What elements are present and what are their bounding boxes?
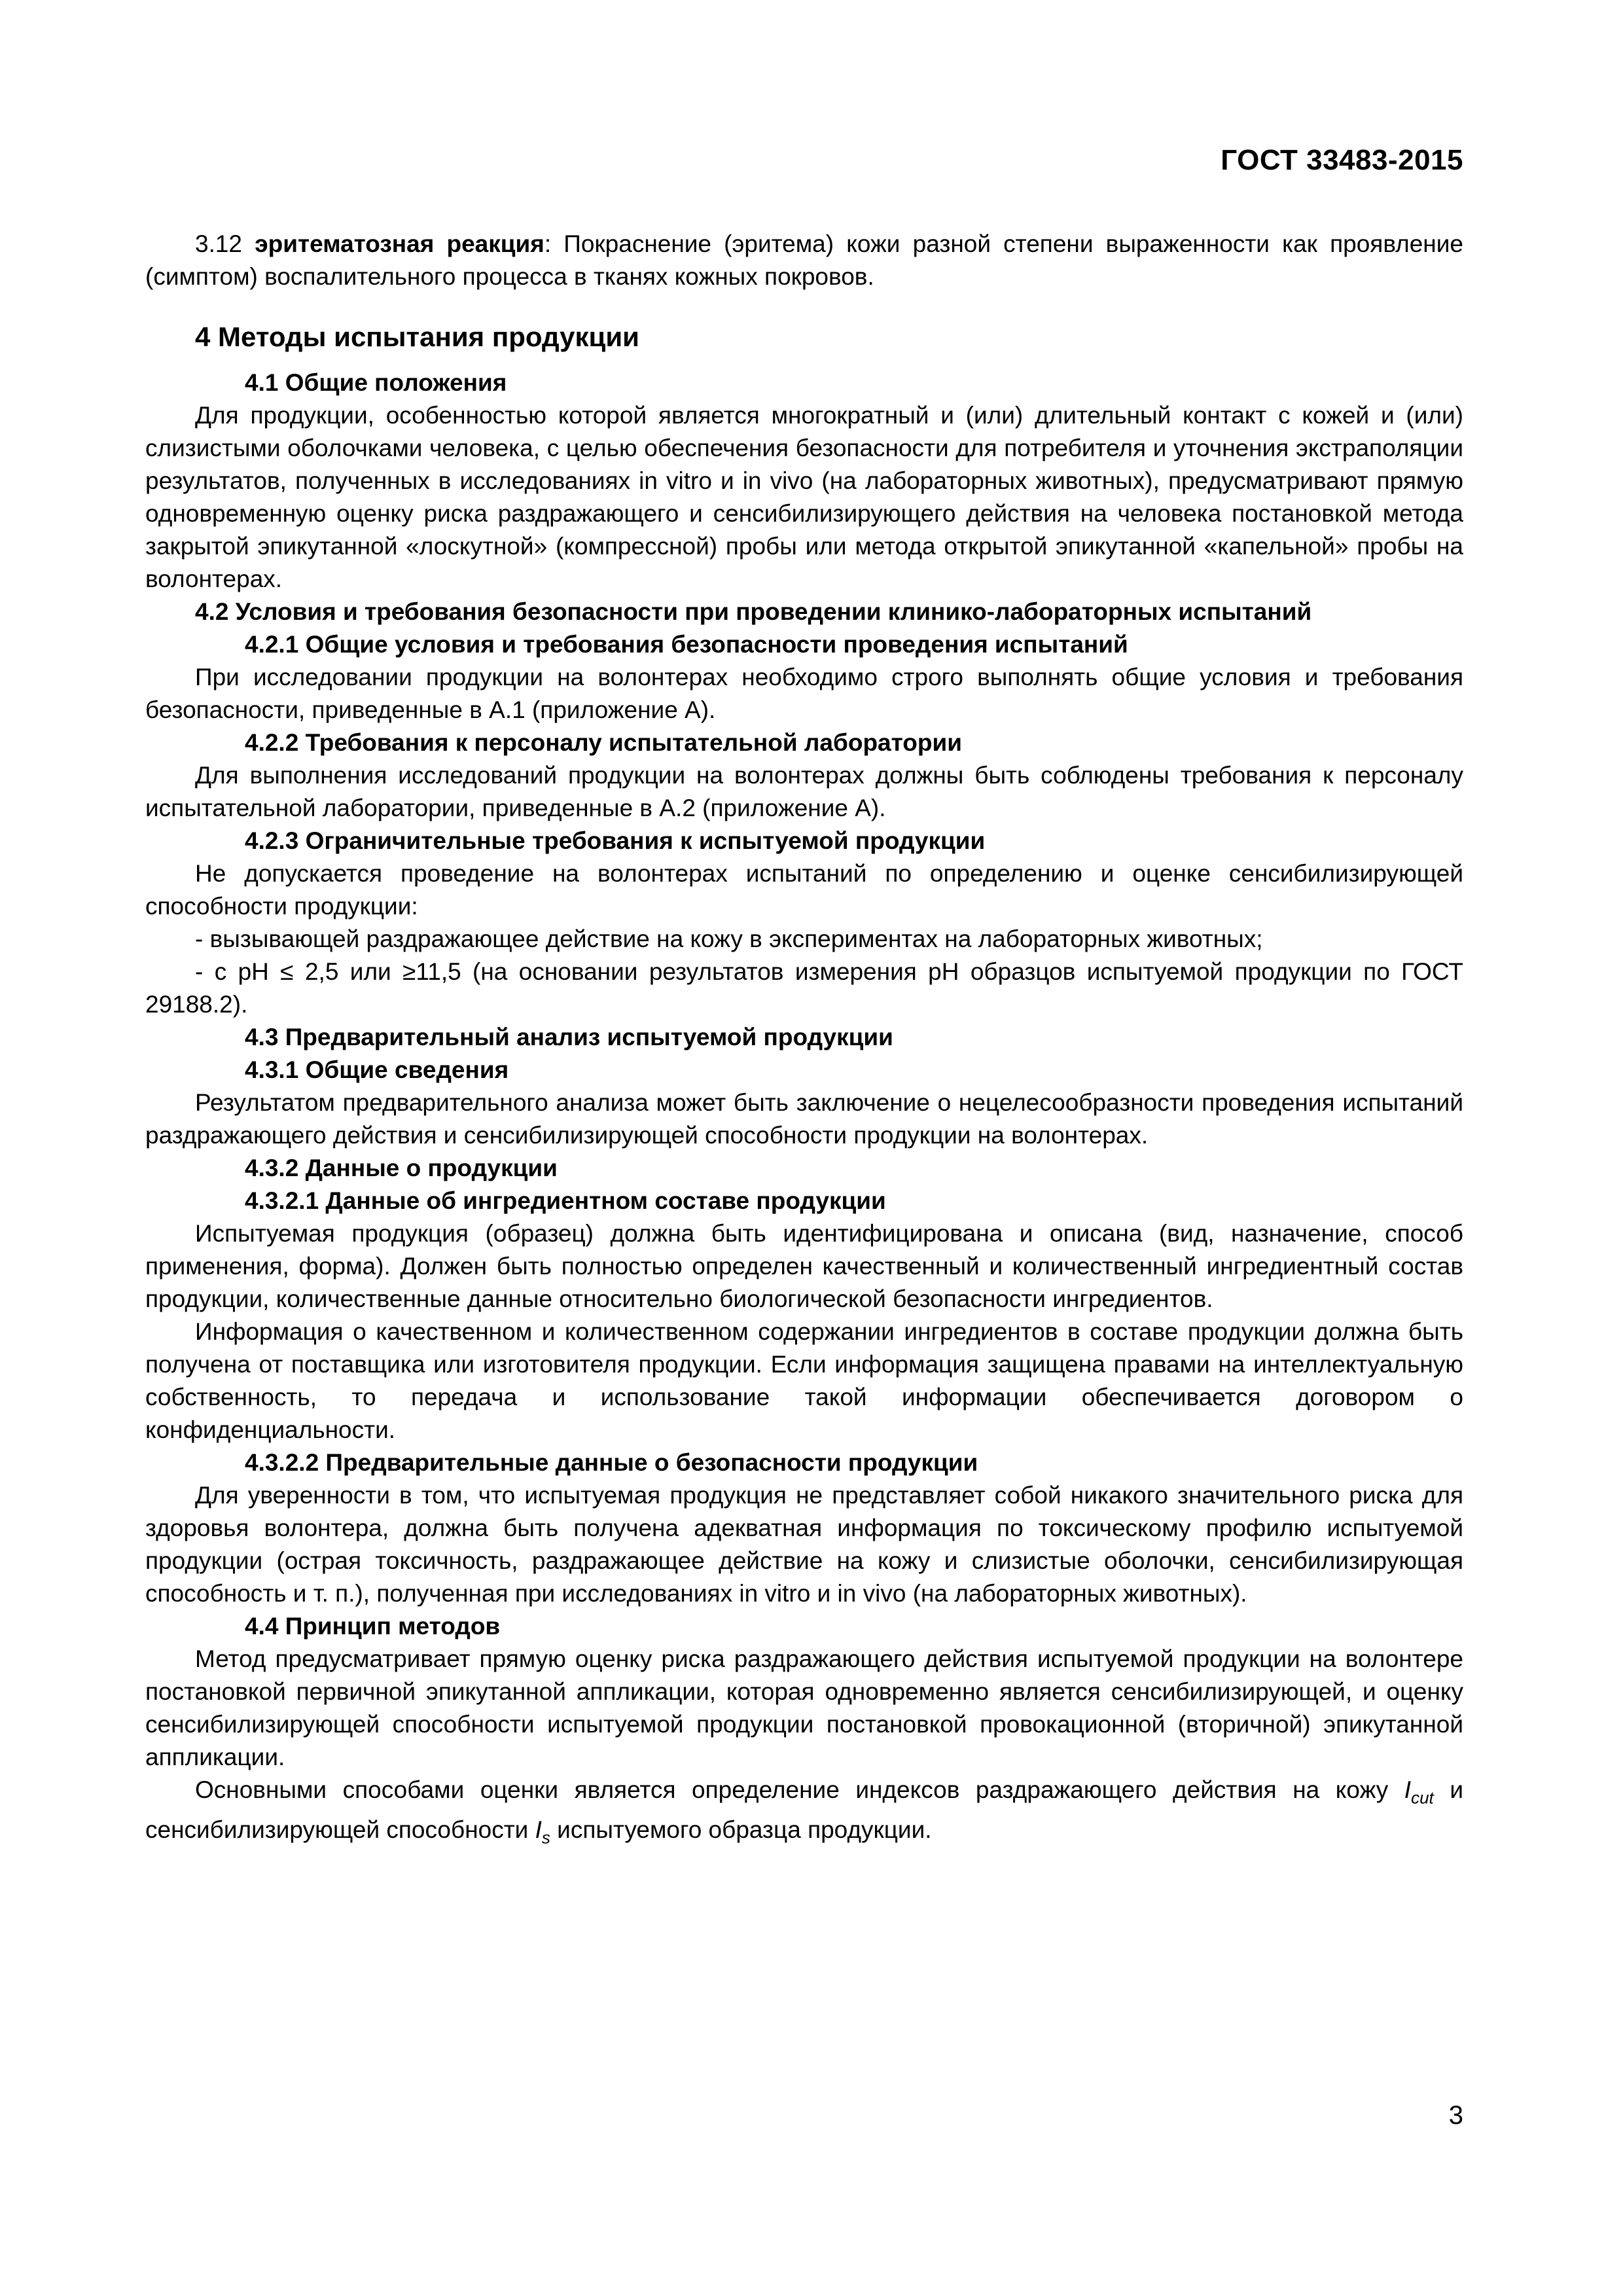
section-4-3-heading: 4.3 Предварительный анализ испытуемой продукции bbox=[245, 1024, 893, 1050]
index-cut-subscript: cut bbox=[1411, 1787, 1434, 1808]
section-4-2-2-heading: 4.2.2 Требования к персоналу испытательной лаборатории bbox=[245, 729, 962, 756]
definition-term: эритематозная реакция bbox=[255, 230, 544, 257]
section-4-3-2-2-heading: 4.3.2.2 Предварительные данные о безопасности продукции bbox=[245, 1449, 978, 1476]
section-4-3-2-1-heading: 4.3.2.1 Данные об ингредиентном составе продукции bbox=[245, 1187, 886, 1214]
section-4-4-paragraph-2 bbox=[145, 1774, 1463, 1854]
section-4-2-3-paragraph: Не допускается проведение на волонтерах испытаний по определению и оценке сенсибилизирующей способности продукции: bbox=[145, 860, 1463, 920]
indices-text-a: Основными способами оценки является определение индексов раздражающего действия на кожу bbox=[195, 1776, 1404, 1803]
section-4-3-1-paragraph: Результатом предварительного анализа может быть заключение о нецелесообразности проведения испытаний раздражающего действия и сенсибилизирующей способности продукции на волонтерах. bbox=[145, 1089, 1463, 1149]
indices-text-c: испытуемого образца продукции. bbox=[550, 1816, 932, 1844]
section-4-4-paragraph-1: Метод предусматривает прямую оценку риска раздражающего действия испытуемой продукции на волонтере постановкой первичной эпикутанной аппликации, которая одновременно является сенсибилизирующей, и оценку сенсибилизирующей способности испытуемой продукции постановкой провокационной (вторичной) эпикутанной аппликации. bbox=[145, 1645, 1463, 1770]
section-4-3-2-1-paragraph-1: Испытуемая продукция (образец) должна быть идентифицирована и описана (вид, назначение, способ применения, форма). Должен быть полностью определен качественный и количественный ингредиентный состав продукции, количественные данные относительно биологической безопасности ингредиентов. bbox=[145, 1220, 1463, 1312]
indices-text-b: и сенсибилизирующей способности bbox=[145, 1776, 1463, 1844]
section-4-heading: 4 Методы испытания продукции bbox=[195, 321, 639, 352]
definition-text: : Покраснение (эритема) кожи разной степени выраженности как проявление (симптом) воспалительного процесса в тканях кожных покровов. bbox=[145, 230, 1463, 290]
section-4-2-2-paragraph: Для выполнения исследований продукции на волонтерах должны быть соблюдены требования к персоналу испытательной лаборатории, приведенные в А.2 (приложение А). bbox=[145, 762, 1463, 821]
section-4-1-heading: 4.1 Общие положения bbox=[245, 369, 507, 396]
index-cut-symbol: I bbox=[1404, 1776, 1412, 1803]
list-item-irritant: - вызывающей раздражающее действие на кожу в экспериментах на лабораторных животных; bbox=[195, 925, 1263, 952]
index-s-symbol: I bbox=[535, 1816, 542, 1844]
section-4-2-1-paragraph: При исследовании продукции на волонтерах необходимо строго выполнять общие условия и требования безопасности, приведенные в А.1 (приложение А). bbox=[145, 664, 1463, 723]
section-4-2-3-heading: 4.2.3 Ограничительные требования к испытуемой продукции bbox=[245, 827, 986, 854]
section-4-3-2-heading: 4.3.2 Данные о продукции bbox=[245, 1155, 558, 1181]
definition-number: 3.12 bbox=[195, 230, 255, 257]
section-4-3-2-2-paragraph: Для уверенности в том, что испытуемая продукция не представляет собой никакого значительного риска для здоровья волонтера, должна быть получена адекватная информация по токсическому профилю испытуемой продукции (острая токсичность, раздражающее действие на кожу и слизистые оболочки, сенсибилизирующая способность и т. п.), полученная при исследованиях in vitro и in vivo (на лабораторных животных). bbox=[145, 1482, 1463, 1607]
list-item-ph: - с pH ≤ 2,5 или ≥11,5 (на основании результатов измерения pH образцов испытуемой продукции по ГОСТ 29188.2). bbox=[145, 958, 1463, 1018]
index-s-subscript: s bbox=[541, 1827, 550, 1848]
page-number: 3 bbox=[1448, 2101, 1463, 2130]
section-4-4-heading: 4.4 Принцип методов bbox=[245, 1613, 501, 1640]
section-4-2-heading: 4.2 Условия и требования безопасности при проведении клинико-лабораторных испытаний bbox=[195, 598, 1312, 625]
document-body bbox=[145, 228, 1463, 1854]
definition-3-12 bbox=[145, 228, 1463, 293]
section-4-2-1-heading: 4.2.1 Общие условия и требования безопасности проведения испытаний bbox=[245, 631, 1128, 658]
section-4-3-2-1-paragraph-2: Информация о качественном и количественном содержании ингредиентов в составе продукции должна быть получена от поставщика или изготовителя продукции. Если информация защищена правами на интеллектуальную собственность, то передача и использование такой информации обеспечивается договором о конфиденциальности. bbox=[145, 1318, 1463, 1443]
standard-number-header: ГОСТ 33483-2015 bbox=[1221, 144, 1463, 176]
section-4-3-1-heading: 4.3.1 Общие сведения bbox=[245, 1056, 509, 1083]
section-4-1-paragraph: Для продукции, особенностью которой является многократный и (или) длительный контакт с кожей и (или) слизистыми оболочками человека, с целью обеспечения безопасности для потребителя и уточнения экстраполяции результатов, полученных в исследованиях in vitro и in vivo (на лабораторных животных), предусматривают прямую одновременную оценку риска раздражающего и сенсибилизирующего действия на человека постановкой метода закрытой эпикутанной «лоскутной» (компрессной) пробы или метода открытой эпикутанной «капельной» пробы на волонтерах. bbox=[145, 402, 1463, 592]
